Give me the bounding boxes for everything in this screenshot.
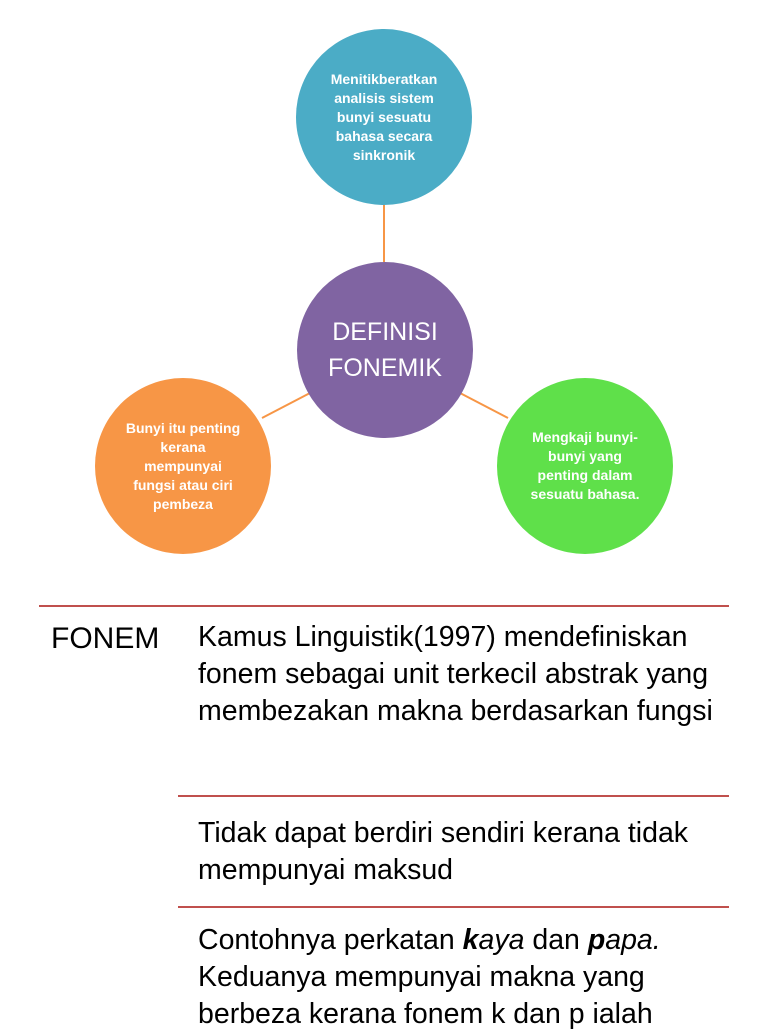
connector-left (262, 393, 310, 418)
node-center-circle (297, 262, 473, 438)
example-word1-rest: aya (478, 924, 525, 956)
example-word2-rest: apa. (605, 924, 661, 956)
example-word1-bold: k (462, 924, 479, 956)
node-top-circle (296, 29, 472, 205)
node-top-text: Menitikberatkan analisis sistem bunyi sesuatu bahasa secara sinkronik (330, 70, 438, 163)
row-label: FONEM (51, 622, 160, 655)
entry-definition: Kamus Linguistik(1997) mendefiniskan fonem sebagai unit terkecil abstrak yang membezakan makna berdasarkan fungsi (198, 621, 713, 727)
divider-top (39, 605, 729, 607)
node-left-text: Bunyi itu penting kerana mempunyai fungsi atau ciri pembeza (125, 419, 241, 512)
divider-bottom (178, 906, 729, 908)
node-center-text: DEFINISI FONEMIK (328, 318, 442, 382)
divider-middle (178, 795, 729, 797)
example-and: dan (524, 924, 588, 956)
entry-example (198, 922, 718, 1033)
example-intro: Contohnya perkatan (198, 924, 463, 956)
connector-right (460, 393, 508, 418)
node-right-text: Mengkaji bunyi-bunyi yang penting dalam sesuatu bahasa. (530, 429, 640, 502)
entry-standalone: Tidak dapat berdiri sendiri kerana tidak mempunyai maksud (198, 817, 689, 886)
example-continuation: Keduanya mempunyai makna yang berbeza kerana fonem k dan p ialah (198, 961, 653, 1030)
node-right-circle (497, 378, 673, 554)
example-word2-bold: p (587, 924, 606, 956)
node-left-circle (95, 378, 271, 554)
